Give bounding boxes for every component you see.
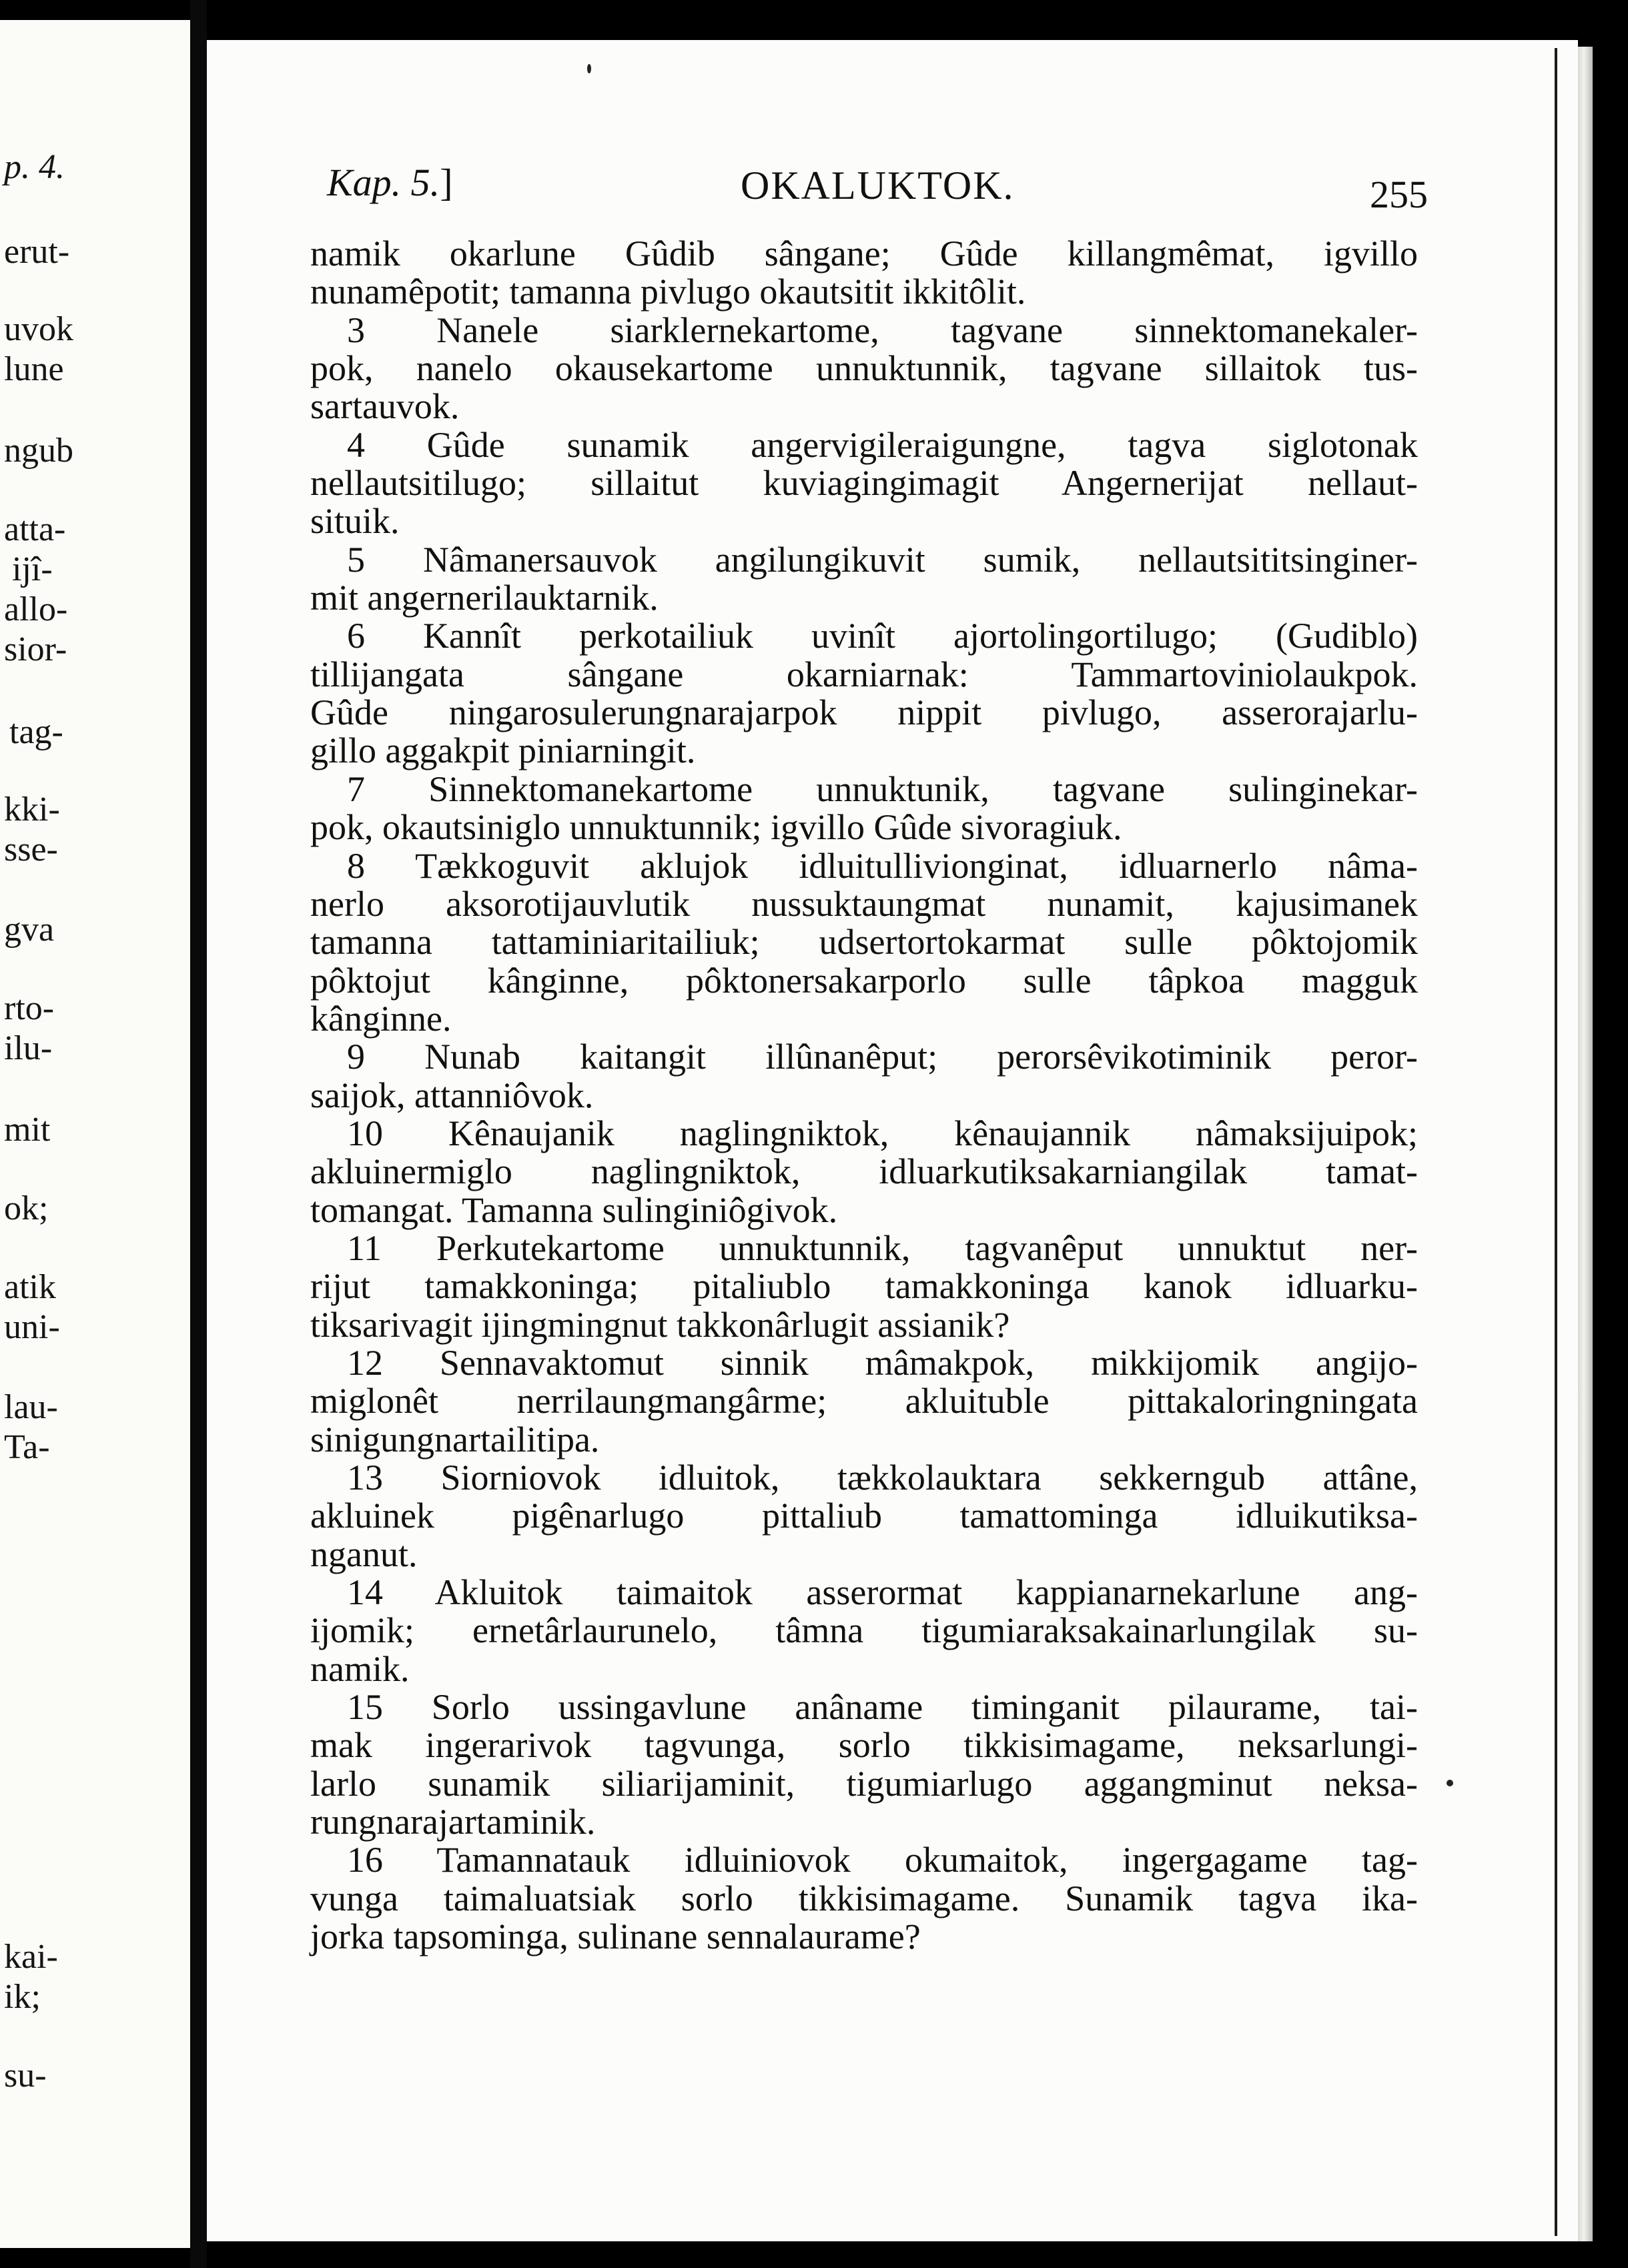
text-line: pôktojut kânginne, pôktonersakarporlo sulle tâpkoa magguk — [310, 960, 1418, 1001]
text-line: tiksarivagit ijingmingnut takkonârlugit assianik? — [310, 1304, 1010, 1345]
facing-page-fragment: kki- — [4, 790, 60, 828]
facing-page-fragment: sior- — [4, 630, 67, 668]
text-line: mak ingerarivok tagvunga, sorlo tikkisimagame, neksarlungi- — [310, 1725, 1418, 1766]
text-line: nganut. — [310, 1534, 418, 1574]
text-line: tamanna tattaminiaritailiuk; udsertortokarmat sulle pôktojomik — [310, 922, 1418, 963]
text-line: larlo sunamik siliarijaminit, tigumiarlugo aggangminut neksa- — [310, 1763, 1418, 1804]
page-number: 255 — [1370, 173, 1428, 216]
verse-start-line: 15 Sorlo ussingavlune anâname timinganit pilaurame, tai- — [347, 1687, 1418, 1728]
verse-start-line: 16 Tamannatauk idluiniovok okumaitok, ingergagame tag- — [347, 1840, 1418, 1880]
text-line: namik okarlune Gûdib sângane; Gûde killangmêmat, igvillo — [310, 233, 1418, 273]
verse-start-line: 8 Tækkoguvit aklujok idluitullivionginat, idluarnerlo nâma- — [347, 845, 1418, 886]
text-line: nunamêpotit; tamanna pivlugo okautsitit ikkitôlit. — [310, 271, 1026, 312]
facing-page-fragment: lune — [4, 350, 64, 388]
text-line: rungnarajartaminik. — [310, 1802, 596, 1842]
page-edge — [1578, 47, 1593, 2241]
verse-start-line: 7 Sinnektomanekartome unnuktunik, tagvane sulinginekar- — [347, 768, 1418, 809]
text-line: nerlo aksorotijauvlutik nussuktaungmat nunamit, kajusimanek — [310, 883, 1418, 924]
verse-start-line: 12 Sennavaktomut sinnik mâmakpok, mikkijomik angijo- — [347, 1342, 1418, 1383]
facing-page-fragment: tag- — [9, 713, 63, 751]
text-line: sinigungnartailitipa. — [310, 1419, 600, 1460]
text-line: tillijangata sângane okarniarnak: Tammartoviniolaukpok. — [310, 654, 1418, 694]
facing-page-fragment: mit — [4, 1111, 51, 1149]
print-speck — [1447, 1780, 1453, 1786]
facing-page-fragment: kai- — [4, 1938, 58, 1976]
chapter-bracket: ] — [440, 161, 453, 204]
text-line: Gûde ningarosulerungnarajarpok nippit pivlugo, asserorajarlu- — [310, 692, 1418, 733]
text-line: namik. — [310, 1648, 410, 1689]
facing-page-fragment: atta- — [4, 510, 66, 548]
verse-start-line: 5 Nâmanersauvok angilungikuvit sumik, nellautsititsinginer- — [347, 539, 1418, 580]
text-line: saijok, attanniôvok. — [310, 1075, 594, 1115]
facing-page-fragment: p. 4. — [4, 148, 65, 186]
text-line: mit angernerilauktarnik. — [310, 578, 659, 618]
print-speck — [587, 64, 591, 73]
verse-start-line: 6 Kannît perkotailiuk uvinît ajortolingortilugo; (Gudiblo) — [347, 616, 1418, 656]
facing-page-fragment: uni- — [4, 1308, 60, 1346]
facing-page-fragment: sse- — [4, 830, 58, 869]
facing-page-fragment: allo- — [4, 590, 68, 628]
text-line: vunga taimaluatsiak sorlo tikkisimagame. Sunamik tagva ika- — [310, 1878, 1418, 1918]
text-line: akluinek pigênarlugo pittaliub tamattominga idluikutiksa- — [310, 1496, 1418, 1536]
facing-page-fragment: rto- — [4, 989, 55, 1027]
facing-page — [0, 20, 190, 2248]
chapter-reference — [327, 160, 453, 205]
facing-page-fragment: Ta- — [4, 1428, 50, 1466]
verse-start-line: 10 Kênaujanik naglingniktok, kênaujannik nâmaksijuipok; — [347, 1113, 1418, 1153]
book-gutter — [190, 0, 207, 2268]
verse-start-line: 11 Perkutekartome unnuktunnik, tagvanêput unnuktut ner- — [347, 1227, 1418, 1268]
text-line: pok, okautsiniglo unnuktunnik; igvillo Gûde sivoragiuk. — [310, 807, 1122, 848]
text-line: jorka tapsominga, sulinane sennalaurame? — [310, 1916, 921, 1957]
running-title: OKALUKTOK. — [741, 163, 1015, 207]
body-text — [310, 235, 1418, 1956]
facing-page-fragment: lau- — [4, 1388, 58, 1426]
text-line: ijomik; ernetârlaurunelo, tâmna tigumiaraksakainarlungilak su- — [310, 1610, 1418, 1651]
facing-page-fragment: erut- — [4, 233, 70, 271]
verse-start-line: 13 Siorniovok idluitok, tækkolauktara sekkerngub attâne, — [347, 1458, 1418, 1498]
text-line: tomangat. Tamanna sulinginiôgivok. — [310, 1189, 838, 1230]
facing-page-fragment: ngub — [4, 432, 73, 470]
facing-page-fragment: ik; — [4, 1978, 41, 2016]
facing-page-fragment: gva — [4, 911, 55, 949]
facing-page-fragment: ijî- — [12, 550, 53, 588]
page-edge-rule — [1555, 48, 1557, 2236]
text-line: rijut tamakkoninga; pitaliublo tamakkoninga kanok idluarku- — [310, 1266, 1418, 1307]
text-line: pok, nanelo okausekartome unnuktunnik, tagvane sillaitok tus- — [310, 348, 1418, 389]
text-line: nellautsitilugo; sillaitut kuviagingimagit Angernerijat nellaut- — [310, 463, 1418, 504]
text-line: sartauvok. — [310, 386, 460, 427]
text-line: akluinermiglo naglingniktok, idluarkutiksakarniangilak tamat- — [310, 1151, 1418, 1192]
facing-page-fragment: ilu- — [4, 1029, 53, 1067]
text-line: gillo aggakpit piniarningit. — [310, 730, 696, 771]
verse-start-line: 3 Nanele siarklernekartome, tagvane sinnektomanekaler- — [347, 310, 1418, 350]
text-line: situik. — [310, 501, 400, 542]
chapter-label: Kap. 5. — [327, 161, 440, 204]
verse-start-line: 9 Nunab kaitangit illûnanêput; perorsêvikotiminik peror- — [347, 1037, 1418, 1077]
facing-page-fragment: uvok — [4, 310, 73, 348]
text-line: miglonêt nerrilaungmangârme; akluituble pittakaloringningata — [310, 1381, 1418, 1422]
verse-start-line: 14 Akluitok taimaitok asserormat kappianarnekarlune ang- — [347, 1572, 1418, 1613]
facing-page-fragment: ok; — [4, 1189, 49, 1227]
verse-start-line: 4 Gûde sunamik angervigileraigungne, tagva siglotonak — [347, 424, 1418, 465]
facing-page-fragment: su- — [4, 2057, 47, 2095]
running-head — [327, 153, 1428, 216]
facing-page-fragment: atik — [4, 1268, 56, 1306]
text-line: kânginne. — [310, 998, 452, 1039]
